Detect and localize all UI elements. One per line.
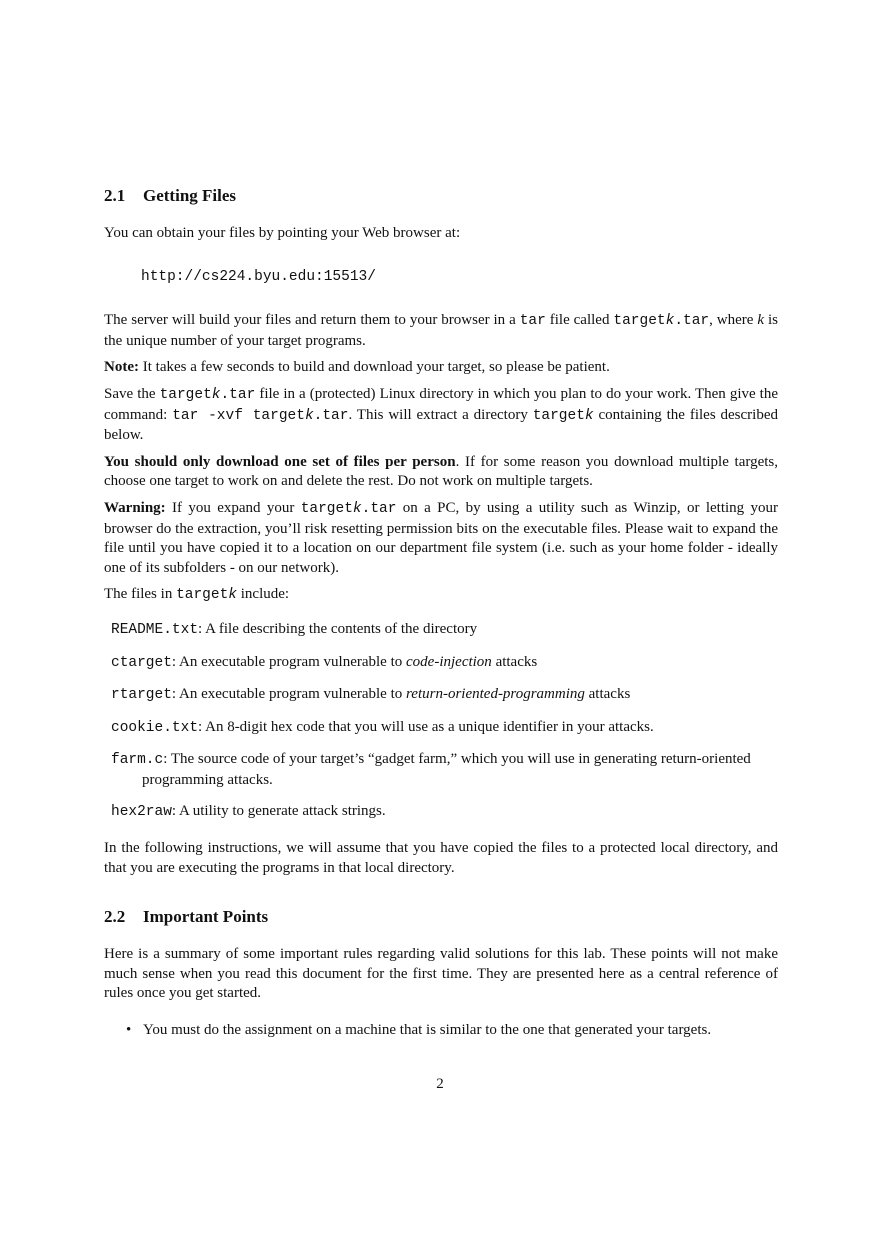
important-intro-paragraph: Here is a summary of some important rules regarding valid solutions for this lab. These points will not make much sense when you read this document for the first time. They are presented here as a central reference of rules once you get started. — [104, 946, 778, 1002]
file-list — [111, 620, 778, 823]
section-title: Getting Files — [143, 186, 237, 205]
tar-code: tar — [519, 313, 546, 330]
target-dir-code: targetk — [532, 407, 594, 424]
section-number: 2.2 — [104, 907, 126, 927]
tarfile-code: targetk.tar — [300, 500, 397, 517]
section-number: 2.1 — [104, 186, 126, 205]
file-name: ctarget — [111, 654, 172, 671]
server-paragraph: The server will build your files and return them to your browser in a tar file called targetk.tar, where k is the unique number of your target programs. — [104, 312, 778, 349]
save-paragraph: Save the targetk.tar file in a (protected) Linux directory in which you plan to do your work. Then give the command: tar -xvf targetk.tar. This will extract a directory targetk containing the files described below. — [104, 385, 779, 444]
download-url: http://cs224.byu.edu:15513/ — [141, 268, 376, 285]
files-intro-paragraph: The files in targetk include: — [104, 586, 290, 604]
list-item: hex2raw: A utility to generate attack strings. — [111, 803, 386, 821]
warning-label: Warning: — [104, 499, 166, 516]
warning-paragraph: Warning: If you expand your targetk.tar on a PC, by using a utility such as Winzip, or letting your browser do the extraction, you’ll risk resetting permission bits on the executable files. Please wait to expand the file until you have copied it to a location on our department file system (i.e. such as your home folder - ideally one of its subfolders - on our network). — [104, 499, 778, 576]
file-name: rtarget — [111, 687, 172, 704]
list-item: • You must do the assignment on a machine that is similar to the one that generated your targets. — [126, 1021, 778, 1041]
section-heading-important-points — [104, 905, 778, 929]
section-title: Important Points — [143, 907, 269, 927]
file-name: README.txt — [111, 621, 199, 638]
list-item: rtarget: An executable program vulnerable to return-oriented-programming attacks — [111, 686, 631, 704]
target-dir-code: targetk — [176, 587, 237, 604]
list-item: ctarget: An executable program vulnerable to code-injection attacks — [111, 653, 538, 671]
file-name: cookie.txt — [111, 719, 199, 736]
bullet-list — [126, 1021, 778, 1041]
file-name: farm.c — [111, 752, 164, 769]
file-name: hex2raw — [111, 804, 172, 821]
bullet-icon: • — [126, 1022, 132, 1039]
page-number: 2 — [436, 1076, 444, 1092]
list-item: farm.c: The source code of your target’s “gadget farm,” which you will use in generating return-oriented programming attacks. — [111, 751, 751, 788]
closing-paragraph: In the following instructions, we will assume that you have copied the files to a protected local directory, and that you are executing the programs in that local directory. — [104, 840, 778, 876]
note-label: Note: — [104, 359, 139, 376]
only-one-paragraph: You should only download one set of files per person. If for some reason you download multiple targets, choose one target to work on and delete the rest. Do not work on multiple targets. — [104, 453, 778, 490]
only-one-bold: You should only download one set of files per person — [104, 453, 456, 470]
section-heading-getting-files — [104, 184, 778, 208]
document-page — [104, 184, 778, 1041]
note-paragraph: Note: It takes a few seconds to build and download your target, so please be patient. — [104, 359, 610, 376]
tarfile-code: targetk.tar — [159, 386, 256, 403]
intro-paragraph: You can obtain your files by pointing your Web browser at: — [104, 225, 461, 241]
tarfile-code: targetk.tar — [613, 313, 710, 330]
list-item: README.txt: A file describing the contents of the directory — [111, 620, 478, 638]
list-item: cookie.txt: An 8-digit hex code that you will use as a unique identifier in your attacks. — [111, 718, 654, 736]
extract-command: tar -xvf targetk.tar — [172, 407, 349, 424]
